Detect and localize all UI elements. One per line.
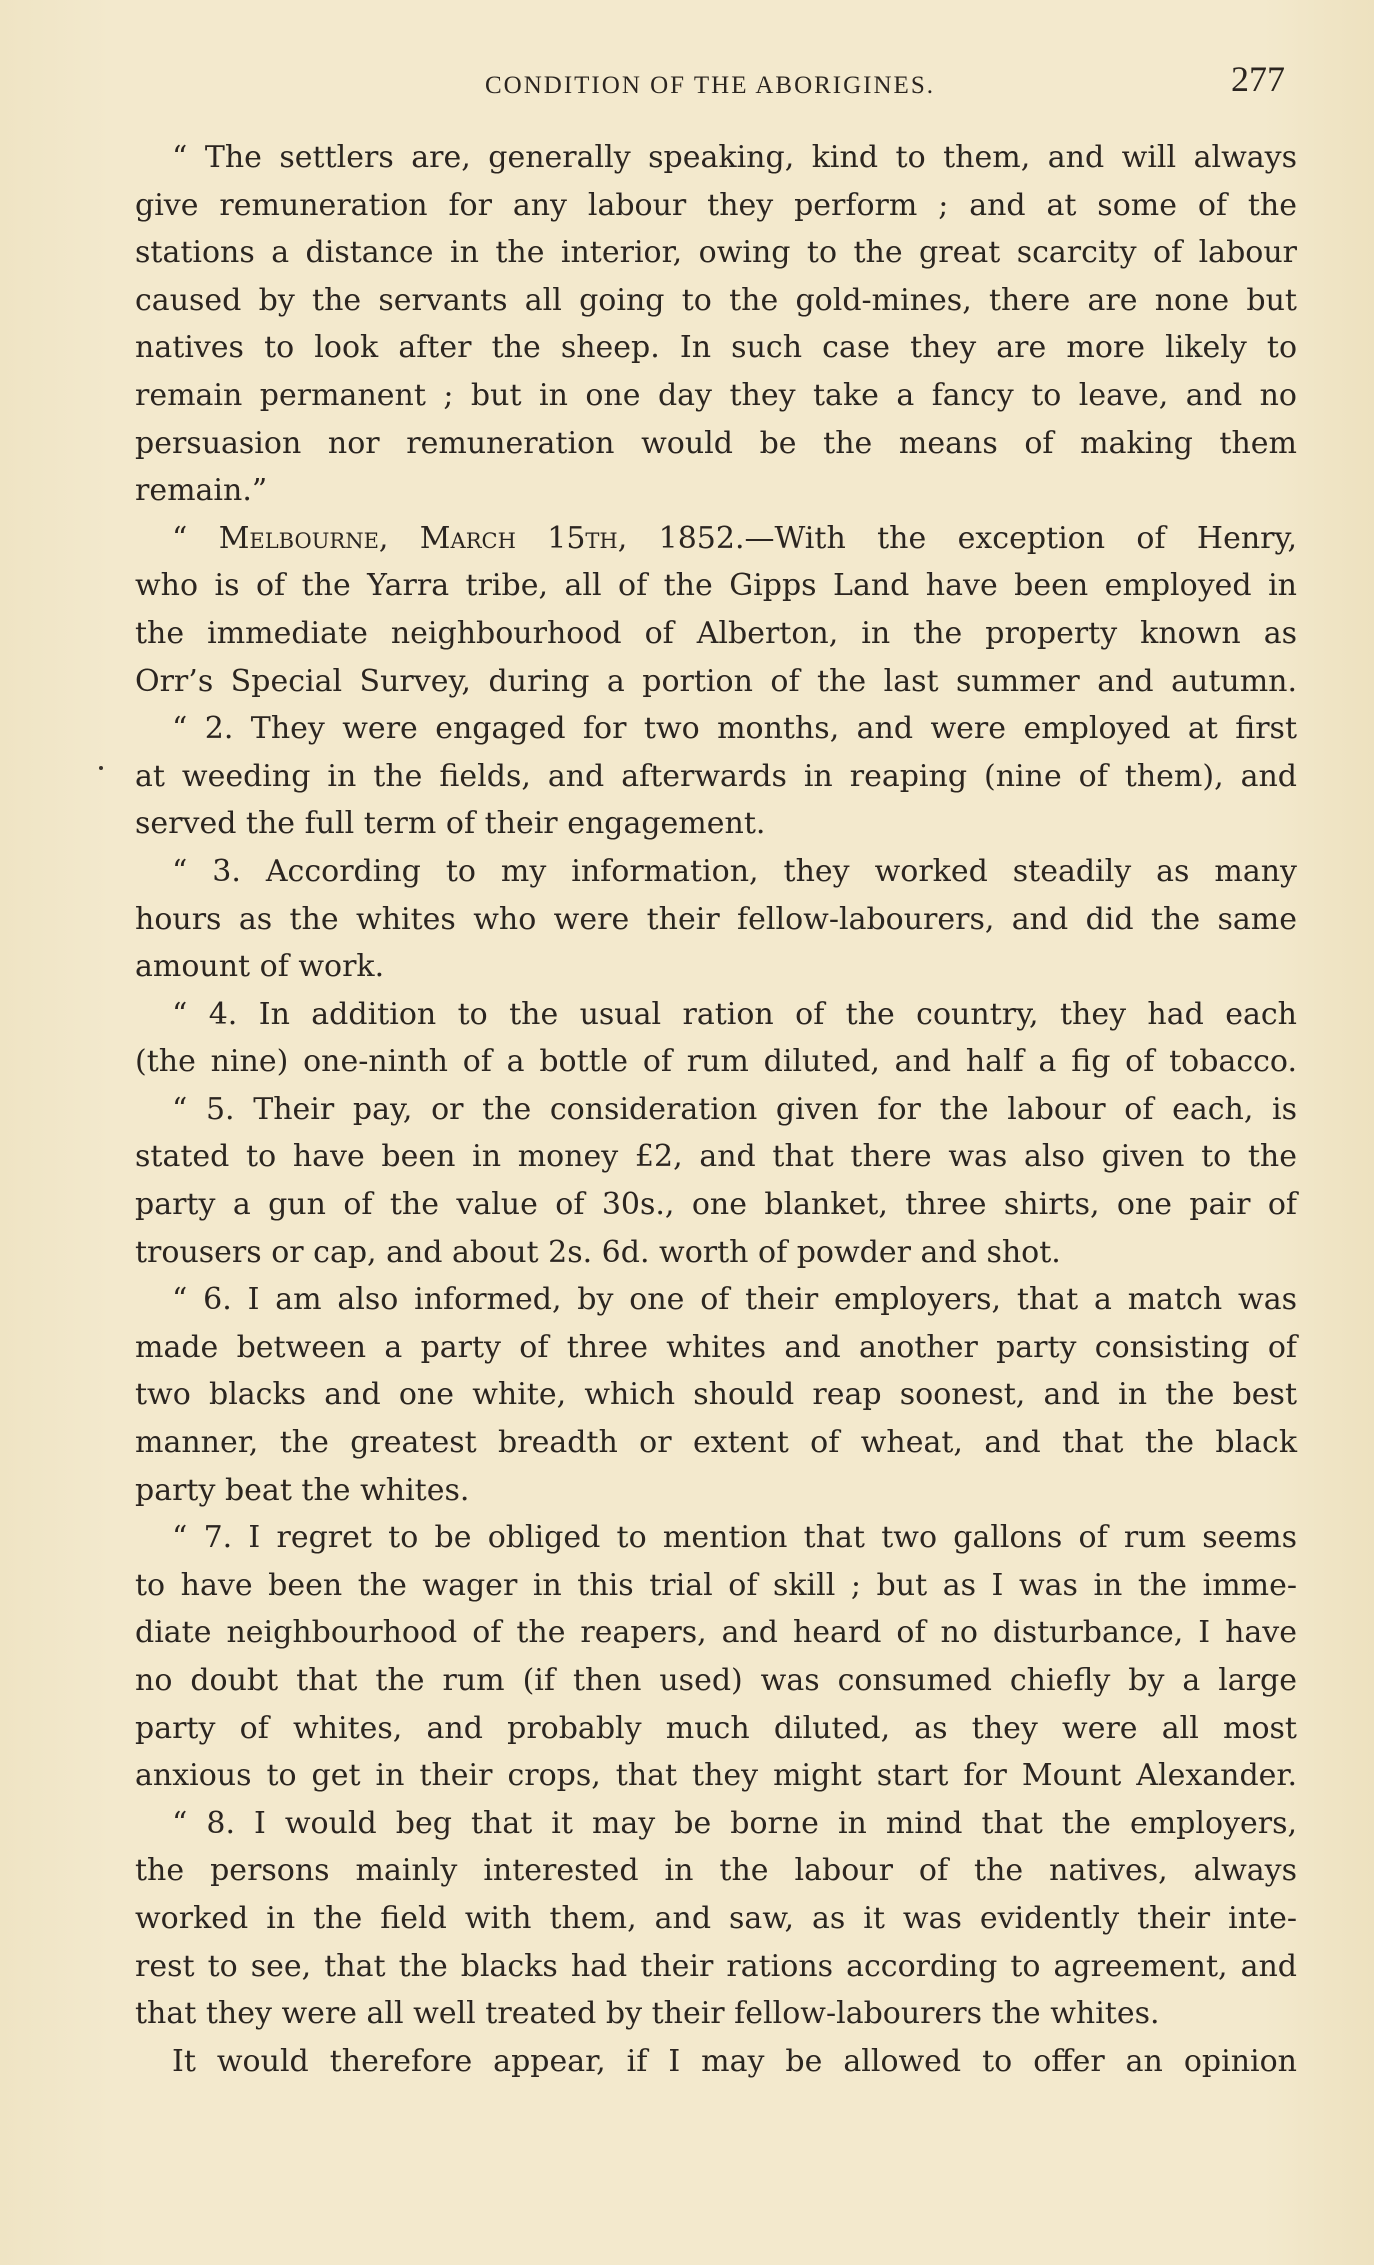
text-line: (the nine) one-ninth of a bottle of rum diluted, and half a fig of tobacco.	[135, 1044, 1297, 1080]
text-line: hours as the whites who were their fellow-labourers, and did the same	[135, 901, 1297, 937]
text-line: persuasion nor remuneration would be the means of making them	[135, 425, 1297, 461]
text-line: served the full term of their engagement.	[135, 806, 766, 842]
text-line: It would therefore appear, if I may be allowed to offer an opinion	[172, 2043, 1297, 2079]
text-line: Orr’s Special Survey, during a portion of the last summer and autumn.	[135, 663, 1297, 699]
body-text	[135, 134, 1297, 2085]
text-line: who is of the Yarra tribe, all of the Gipps Land have been employed in	[135, 568, 1297, 604]
text-line: rest to see, that the blacks had their rations according to agreement, and	[135, 1948, 1297, 1984]
text-line: at weeding in the fields, and afterwards in reaping (nine of them), and	[135, 758, 1297, 794]
text-line: manner, the greatest breadth or extent of wheat, and that the black	[135, 1425, 1297, 1461]
text-line: “ 7. I regret to be obliged to mention that two gallons of rum seems	[172, 1520, 1297, 1556]
text-line: made between a party of three whites and another party consisting of	[135, 1329, 1297, 1365]
text-line: to have been the wager in this trial of skill ; but as I was in the imme-	[135, 1567, 1297, 1603]
text-line: that they were all well treated by their fellow-labourers the whites.	[135, 1996, 1160, 2032]
text-line: the immediate neighbourhood of Alberton, in the property known as	[135, 615, 1297, 651]
text-line: no doubt that the rum (if then used) was consumed chiefly by a large	[135, 1663, 1297, 1698]
page-header	[135, 58, 1285, 108]
text-line: two blacks and one white, which should reap soonest, and in the best	[135, 1377, 1297, 1413]
text-line: give remuneration for any labour they perform ; and at some of the	[135, 187, 1297, 223]
text-line: amount of work.	[135, 949, 385, 985]
text-line: “ 8. I would beg that it may be borne in mind that the employers,	[172, 1805, 1297, 1841]
text-line: stated to have been in money £2, and that there was also given to the	[135, 1139, 1297, 1175]
text-line: caused by the servants all going to the gold-mines, there are none but	[135, 282, 1297, 318]
text-line: the persons mainly interested in the labour of the natives, always	[135, 1853, 1297, 1889]
text-line: natives to look after the sheep. In such case they are more likely to	[135, 330, 1297, 366]
text-line: anxious to get in their crops, that they might start for Mount Alexander.	[135, 1758, 1297, 1794]
text-line: stations a distance in the interior, owing to the great scarcity of labour	[135, 235, 1297, 271]
text-line: “ 4. In addition to the usual ration of the country, they had each	[172, 996, 1297, 1032]
dateline-smallcaps: Melbourne, March 15th	[218, 520, 618, 556]
text-line: trousers or cap, and about 2s. 6d. worth of powder and shot.	[135, 1234, 1061, 1270]
margin-mark	[99, 766, 103, 770]
text-line: party of whites, and probably much diluted, as they were all most	[135, 1710, 1297, 1746]
page-number: 277	[1231, 59, 1285, 99]
text-line: remain.”	[135, 473, 268, 509]
text-line: “ Melbourne, March 15th, 1852.—With the exception of Henry,	[172, 520, 1297, 556]
text-line: “ 5. Their pay, or the consideration given for the labour of each, is	[172, 1091, 1297, 1127]
text-line: remain permanent ; but in one day they take a fancy to leave, and no	[135, 377, 1297, 413]
running-head: CONDITION OF THE ABORIGINES.	[485, 72, 935, 99]
text-line: “ 2. They were engaged for two months, and were employed at first	[172, 711, 1297, 747]
text-line: party a gun of the value of 30s., one blanket, three shirts, one pair of	[135, 1187, 1297, 1223]
text-line: party beat the whites.	[135, 1472, 470, 1508]
text-line: diate neighbourhood of the reapers, and heard of no disturbance, I have	[135, 1615, 1297, 1651]
text-line: worked in the field with them, and saw, as it was evidently their inte-	[135, 1900, 1297, 1936]
text-line: “ 6. I am also informed, by one of their employers, that a match was	[172, 1282, 1297, 1318]
text-line: “ 3. According to my information, they worked steadily as many	[172, 853, 1297, 889]
text-line: “ The settlers are, generally speaking, kind to them, and will always	[172, 140, 1297, 175]
